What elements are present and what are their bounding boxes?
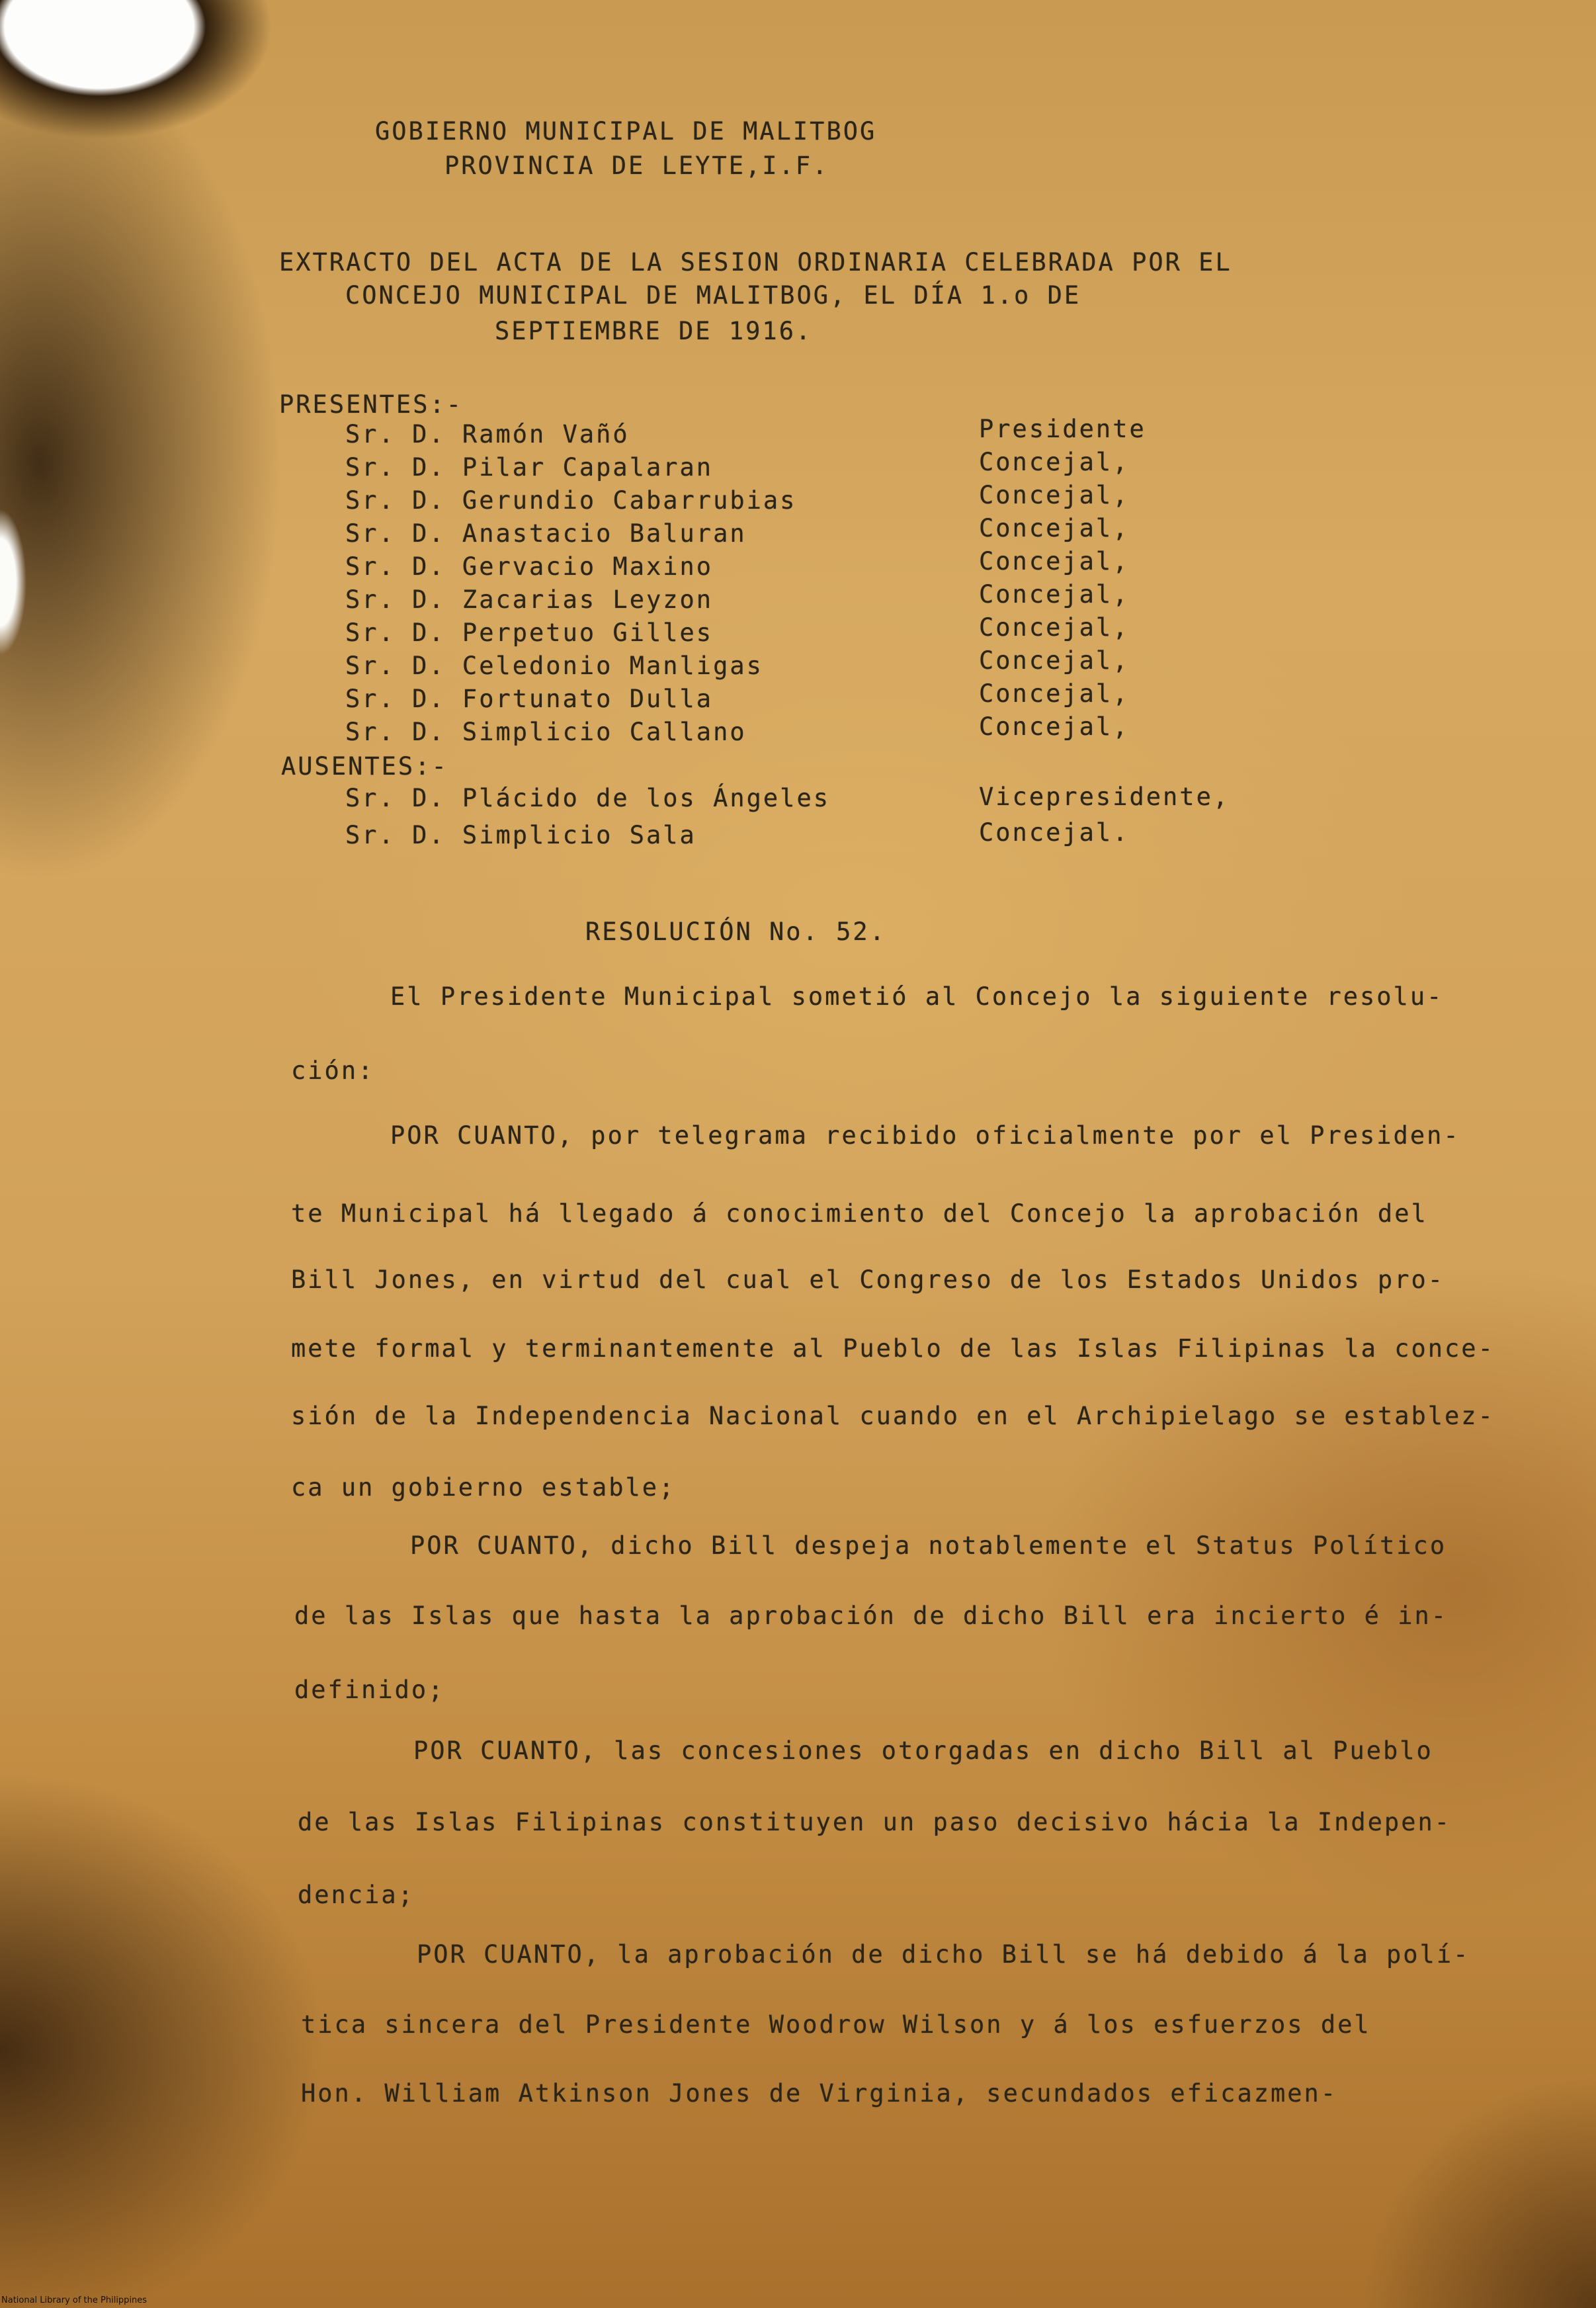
member-name: Sr. D. Zacarias Leyzon [345, 585, 714, 614]
member-name: Sr. D. Anastacio Baluran [345, 519, 747, 548]
member-role: Concejal, [979, 580, 1130, 609]
resolution-line: POR CUANTO, por telegrama recibido oficialmente por el Presiden- [390, 1121, 1460, 1150]
resolution-line: POR CUANTO, dicho Bill despeja notablemente el Status Político [410, 1531, 1447, 1560]
member-role: Concejal, [979, 712, 1130, 741]
member-role: Concejal, [979, 646, 1130, 675]
resolution-line: POR CUANTO, la aprobación de dicho Bill se há debido á la polí- [417, 1940, 1470, 1969]
member-role: Vicepresidente, [979, 783, 1230, 811]
member-name: Sr. D. Gervacio Maxino [345, 552, 714, 581]
ausentes-label: AUSENTES:- [281, 752, 448, 781]
member-role: Presidente [979, 415, 1146, 443]
member-name: Sr. D. Simplicio Callano [345, 718, 747, 746]
member-name: Sr. D. Simplicio Sala [345, 821, 696, 849]
resolution-line: POR CUANTO, las concesiones otorgadas en dicho Bill al Pueblo [413, 1736, 1433, 1765]
member-name: Sr. D. Gerundio Cabarrubias [345, 486, 797, 515]
member-role: Concejal, [979, 448, 1130, 476]
resolution-line: mete formal y terminantemente al Pueblo de las Islas Filipinas la conce- [291, 1334, 1495, 1363]
resolution-line: Hon. William Atkinson Jones de Virginia, secundados eficazmen- [301, 2079, 1338, 2108]
archive-credit: National Library of the Philippines [1, 2295, 147, 2305]
member-role: Concejal, [979, 547, 1130, 576]
member-role: Concejal. [979, 818, 1130, 847]
resolution-line: ca un gobierno estable; [291, 1473, 676, 1502]
resolution-line: ción: [291, 1056, 375, 1085]
member-name: Sr. D. Ramón Vañó [345, 420, 630, 449]
member-role: Concejal, [979, 613, 1130, 642]
member-name: Sr. D. Plácido de los Ángeles [345, 784, 831, 812]
title-line-3: SEPTIEMBRE DE 1916. [495, 317, 813, 345]
burned-corner [0, 0, 278, 152]
title-line-2: CONCEJO MUNICIPAL DE MALITBOG, EL DÍA 1.o DE [345, 281, 1081, 310]
header-line-2: PROVINCIA DE LEYTE,I.F. [444, 151, 829, 180]
resolution-line: definido; [294, 1676, 445, 1704]
resolution-heading: RESOLUCIÓN No. 52. [585, 918, 886, 946]
member-name: Sr. D. Fortunato Dulla [345, 685, 714, 713]
resolution-line: tica sincera del Presidente Woodrow Wilson y á los esfuerzos del [301, 2010, 1371, 2039]
resolution-line: dencia; [298, 1881, 415, 1909]
title-line-1: EXTRACTO DEL ACTA DE LA SESION ORDINARIA CELEBRADA POR EL [279, 248, 1232, 277]
member-role: Concejal, [979, 679, 1130, 708]
member-name: Sr. D. Celedonio Manligas [345, 652, 763, 680]
member-role: Concejal, [979, 514, 1130, 542]
resolution-line: te Municipal há llegado á conocimiento del Concejo la aprobación del [291, 1199, 1428, 1228]
resolution-line: El Presidente Municipal sometió al Concejo la siguiente resolu- [390, 982, 1444, 1011]
presentes-label: PRESENTES:- [279, 390, 464, 419]
member-role: Concejal, [979, 481, 1130, 509]
resolution-line: sión de la Independencia Nacional cuando en el Archipielago se establez- [291, 1402, 1495, 1430]
burned-edge [0, 503, 40, 662]
header-line-1: GOBIERNO MUNICIPAL DE MALITBOG [375, 117, 877, 146]
member-name: Sr. D. Perpetuo Gilles [345, 619, 714, 647]
resolution-line: Bill Jones, en virtud del cual el Congreso de los Estados Unidos pro- [291, 1265, 1445, 1294]
resolution-line: de las Islas que hasta la aprobación de dicho Bill era incierto é in- [294, 1602, 1449, 1630]
resolution-line: de las Islas Filipinas constituyen un paso decisivo hácia la Indepen- [298, 1808, 1452, 1836]
member-name: Sr. D. Pilar Capalaran [345, 453, 714, 482]
